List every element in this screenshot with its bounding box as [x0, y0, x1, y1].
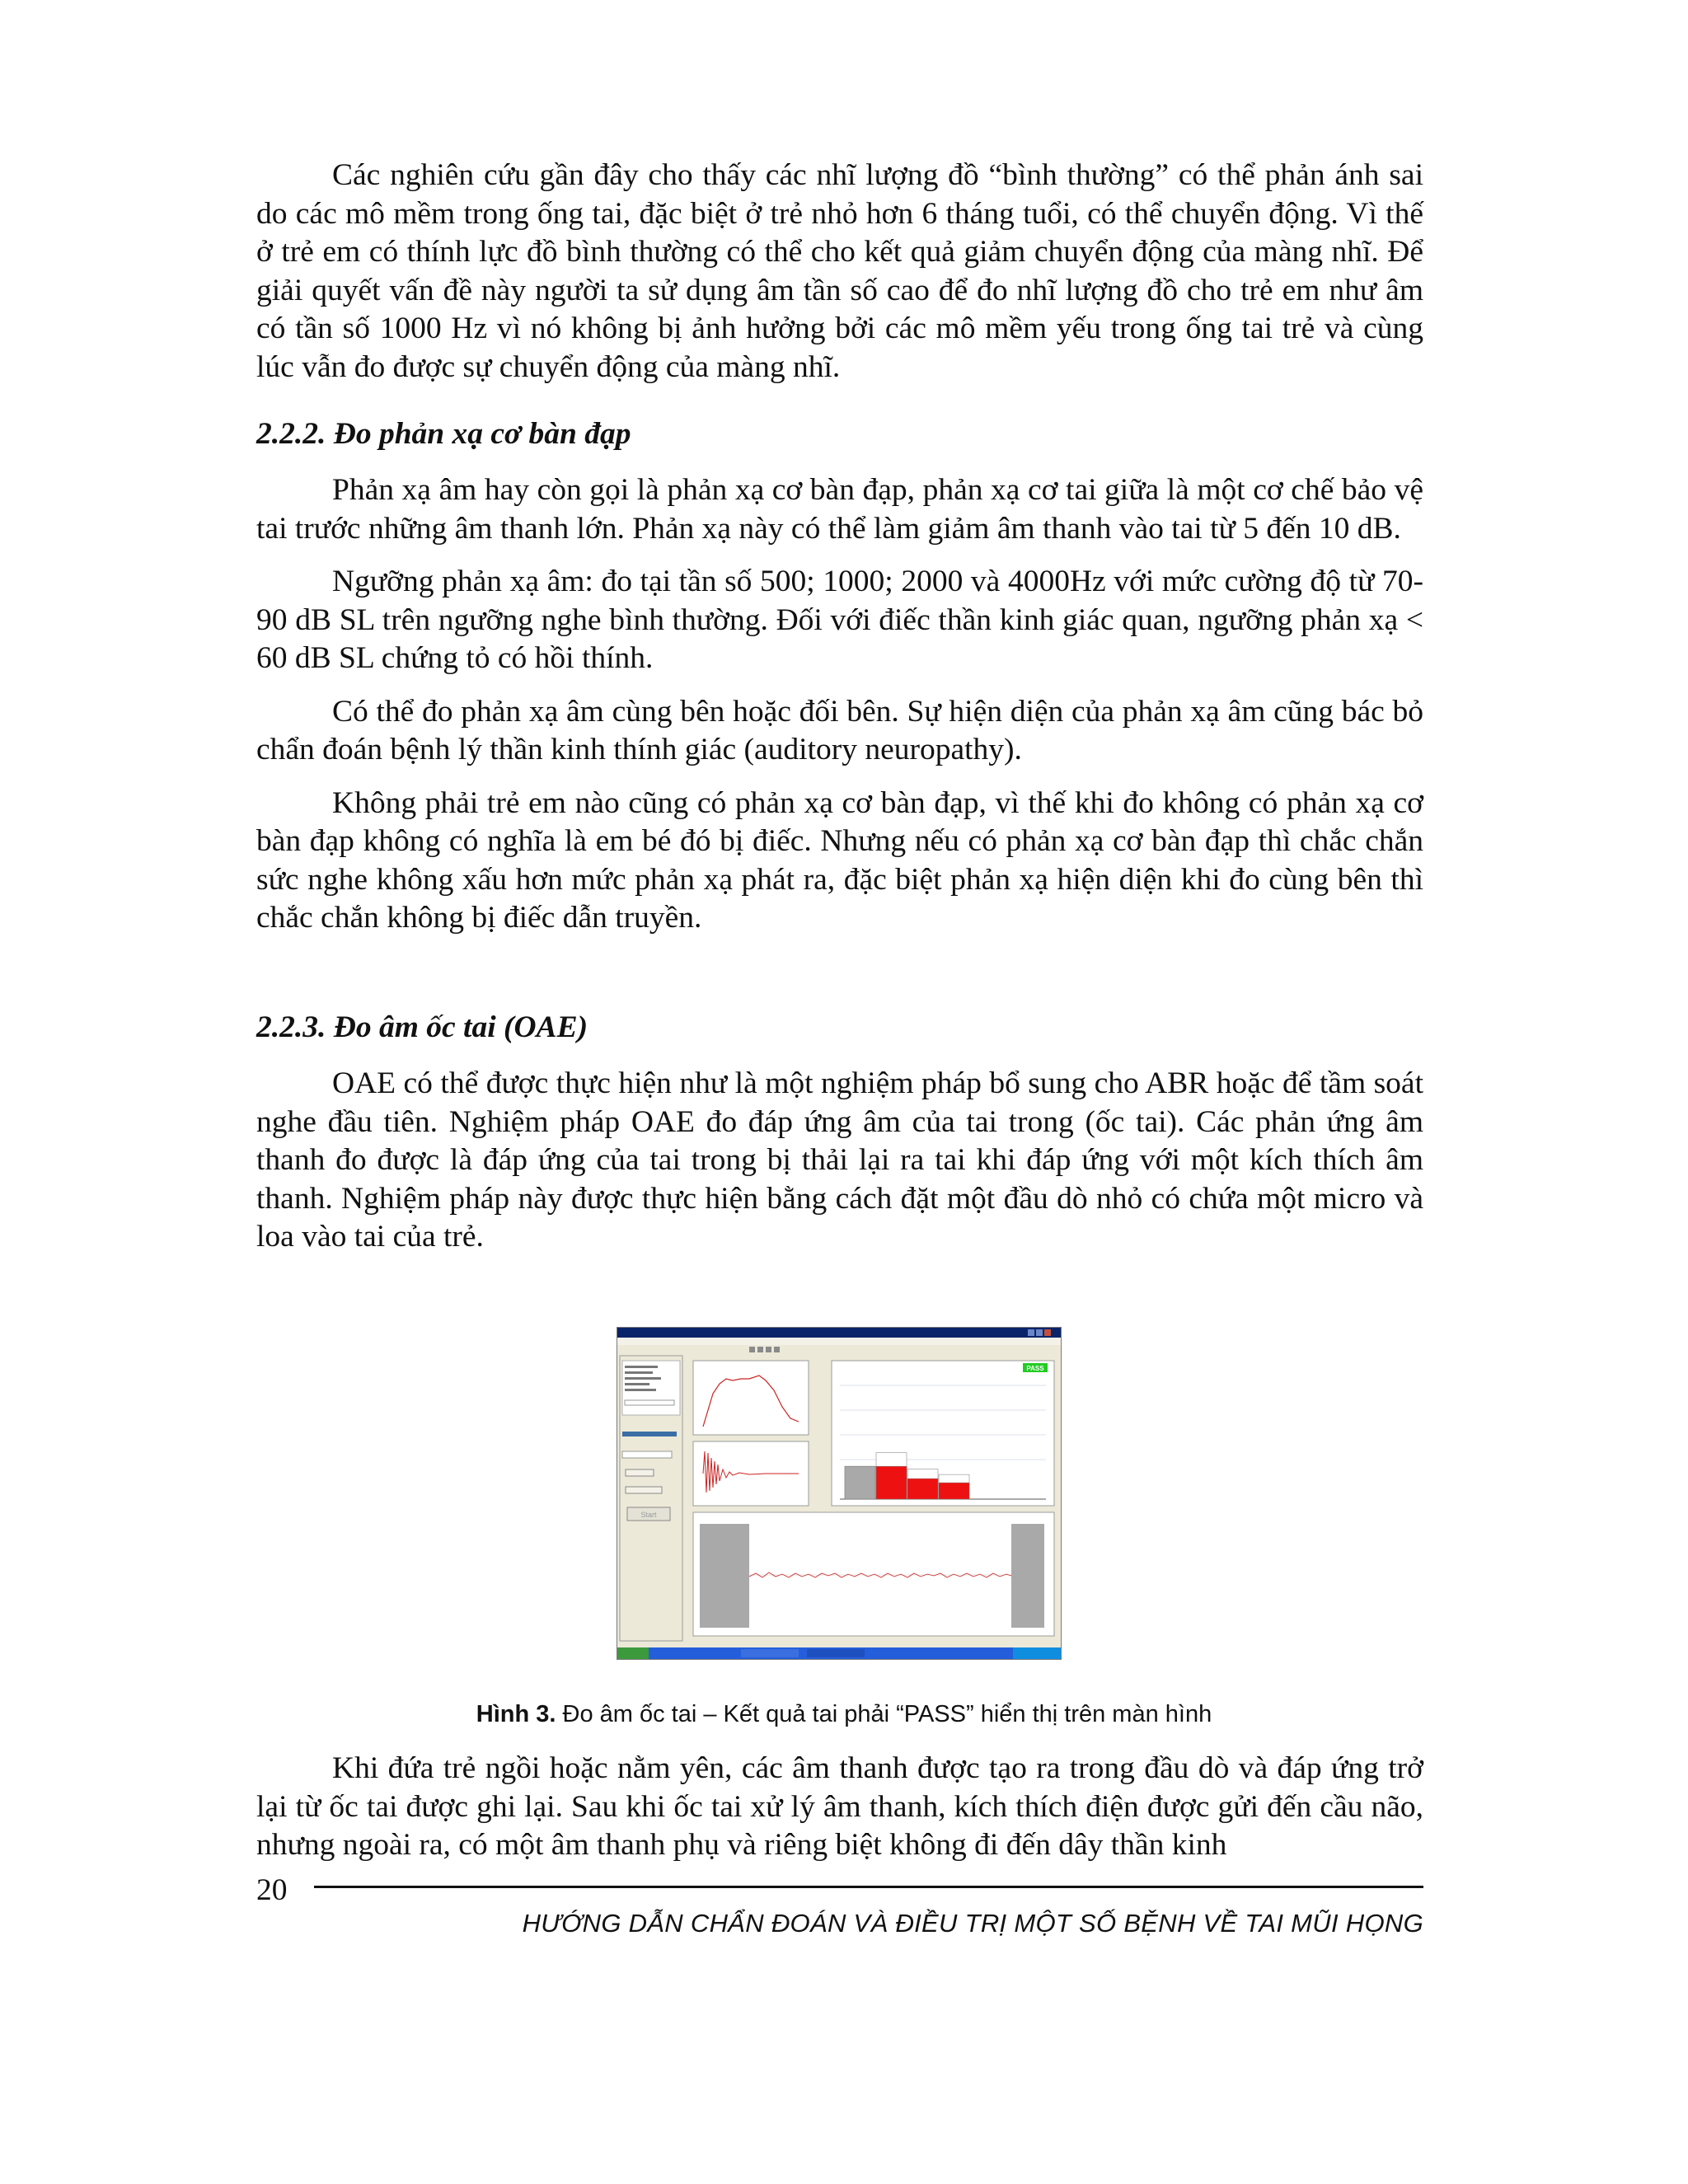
dp-bar — [845, 1466, 875, 1499]
status-line — [625, 1371, 653, 1374]
closing-text — [256, 1750, 1423, 1865]
dp-bar — [876, 1466, 907, 1499]
caption-label: Hình 3. — [476, 1701, 556, 1727]
dp-bar — [907, 1479, 938, 1499]
intro-text — [256, 157, 1423, 387]
footer-divider — [314, 1886, 1423, 1888]
system-tray — [1013, 1647, 1061, 1659]
start-label: Start — [640, 1511, 657, 1519]
paragraph: Có thể đo phản xạ âm cùng bên hoặc đối bên. Sự hiện diện của phản xạ âm cũng bác bỏ chẩn đoán bệnh lý thần kinh thính giác (auditory neuropathy). — [256, 694, 1423, 766]
title-bar — [617, 1328, 1061, 1338]
toolbar-icon — [774, 1347, 780, 1352]
toolbar-icon — [766, 1347, 771, 1352]
paragraph: Phản xạ âm hay còn gọi là phản xạ cơ bàn đạp, phản xạ cơ tai giữa là một cơ chế bảo vệ tai trước những âm thanh lớn. Phản xạ này có thể làm giảm âm thanh vào tai từ 5 đến 10 dB. — [256, 473, 1423, 546]
section-222-text — [256, 471, 1423, 938]
paragraph: OAE có thể được thực hiện như là một nghiệm pháp bổ sung cho ABR hoặc để tầm soát nghe đầu tiên. Nghiệm pháp OAE đo đáp ứng âm của tai trong (ốc tai). Các phản ứng âm thanh đo được là đáp ứng của tai trong bị thải lại ra tai khi đáp ứng với một kích thích âm thanh. Nghiệm pháp này được thực hiện bằng cách đặt một đầu dò nhỏ có chứa một micro và loa vào tai của trẻ. — [256, 1066, 1423, 1254]
pass-label: PASS — [1026, 1365, 1044, 1372]
close-icon — [1044, 1329, 1051, 1336]
paragraph: Không phải trẻ em nào cũng có phản xạ cơ bàn đạp, vì thế khi đo không có phản xạ cơ bàn đạp không có nghĩa là em bé đó bị điếc. Nhưng nếu có phản xạ cơ bàn đạp thì chắc chắn sức nghe không xấu hơn mức phản xạ phát ra, đặc biệt phản xạ hiện diện khi đo cùng bên thì chắc chắn không bị điếc dẫn truyền. — [256, 785, 1423, 935]
taskbar-item[interactable] — [807, 1649, 865, 1657]
dp-bar — [939, 1483, 969, 1499]
menu-bar — [617, 1338, 1061, 1345]
status-line — [625, 1383, 649, 1385]
right-block — [1011, 1524, 1044, 1628]
status-line — [625, 1377, 661, 1380]
section-223-text — [256, 1065, 1423, 1257]
panel-button[interactable] — [626, 1487, 662, 1493]
oae-screenshot — [617, 1328, 1061, 1659]
taskbar-item[interactable] — [741, 1649, 799, 1657]
figure-caption — [0, 1701, 1688, 1728]
section-heading-223: 2.2.3. Đo âm ốc tai (OAE) — [256, 1010, 588, 1044]
paragraph: Ngưỡng phản xạ âm: đo tại tần số 500; 1000; 2000 và 4000Hz với mức cường độ từ 70-90 dB SL trên ngưỡng nghe bình thường. Đối với điếc thần kinh giác quan, ngưỡng phản xạ < 60 dB SL chứng tỏ có hồi thính. — [256, 565, 1423, 675]
status-line — [625, 1389, 656, 1391]
toolbar-icon — [749, 1347, 755, 1352]
toolbar-icon — [757, 1347, 763, 1352]
maximize-icon — [1036, 1329, 1043, 1336]
ear-select[interactable] — [622, 1451, 672, 1458]
stimulus-chart — [693, 1361, 809, 1435]
caption-text: Đo âm ốc tai – Kết quả tai phải “PASS” hiển thị trên màn hình — [556, 1701, 1212, 1727]
status-line — [625, 1366, 658, 1368]
status-box — [622, 1361, 680, 1415]
paragraph: Các nghiên cứu gần đây cho thấy các nhĩ lượng đồ “bình thường” có thể phản ánh sai do các mô mềm trong ống tai, đặc biệt ở trẻ nhỏ hơn 6 tháng tuổi, có thể chuyển động. Vì thế ở trẻ em có thính lực đồ bình thường có thể cho kết quả giảm chuyển động của màng nhĩ. Để giải quyết vấn đề này người ta sử dụng âm tần số cao để đo nhĩ lượng đồ cho trẻ em như âm có tần số 1000 Hz vì nó không bị ảnh hưởng bởi các mô mềm yếu trong ống tai trẻ và cùng lúc vẫn đo được sự chuyển động của màng nhĩ. — [256, 158, 1423, 384]
stimulus-level-field[interactable] — [625, 1400, 674, 1405]
panel-button[interactable] — [626, 1469, 654, 1476]
page-number: 20 — [256, 1873, 288, 1907]
minimize-icon — [1028, 1329, 1034, 1336]
left-block — [700, 1524, 749, 1628]
running-footer: HƯỚNG DẪN CHẨN ĐOÁN VÀ ĐIỀU TRỊ MỘT SỐ BỆNH VỀ TAI MŨI HỌNG — [522, 1909, 1423, 1938]
paragraph: Khi đứa trẻ ngồi hoặc nằm yên, các âm thanh được tạo ra trong đầu dò và đáp ứng trở lại từ ốc tai được ghi lại. Sau khi ốc tai xử lý âm thanh, kích thích điện được gửi đến cầu não, nhưng ngoài ra, có một âm thanh phụ và riêng biệt không đi đến dây thần kinh — [256, 1751, 1423, 1862]
progress-bar — [622, 1432, 677, 1436]
oae-screenshot-figure — [617, 1327, 1062, 1660]
start-menu-button[interactable] — [617, 1647, 649, 1659]
section-heading-222: 2.2.2. Đo phản xạ cơ bàn đạp — [256, 417, 631, 451]
toolbar — [617, 1345, 1061, 1354]
